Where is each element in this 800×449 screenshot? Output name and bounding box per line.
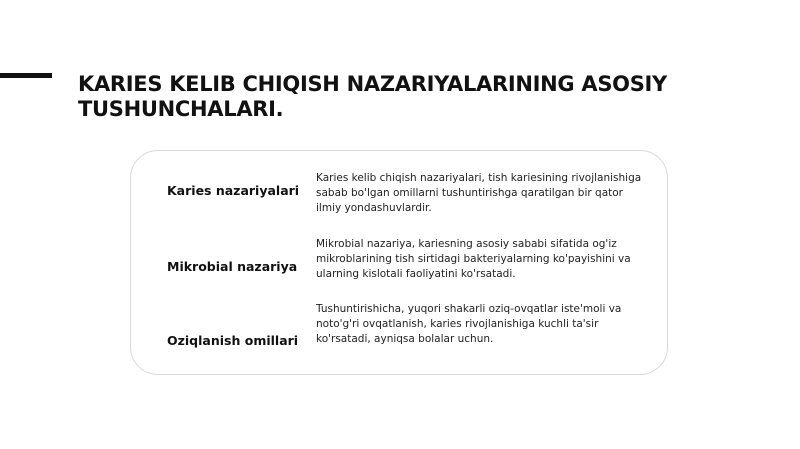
- row-text-oziqlanish-omillari: Tushuntirishicha, yuqori shakarli oziq-ovqatlar iste'moli va noto'g'ri ovqatlanish, karies rivojlanishiga kuchli ta'sir ko'rsatadi, ayniqsa bolalar uchun.: [316, 303, 622, 345]
- row-text-mikrobial-nazariya: Mikrobial nazariya, kariesning asosiy sababi sifatida og'iz mikroblarining tish sirtidagi bakteriyalarning ko'payishini va ularning kislotali faoliyatini ko'rsatadi.: [316, 238, 631, 280]
- row-label-mikrobial-nazariya: Mikrobial nazariya: [167, 259, 298, 274]
- title-accent-bar: [0, 73, 52, 78]
- row-label-oziqlanish-omillari: Oziqlanish omillari: [167, 333, 299, 348]
- concepts-card: [130, 150, 668, 375]
- row-label-karies-nazariyalari: Karies nazariyalari: [167, 183, 300, 198]
- row-text-karies-nazariyalari: Karies kelib chiqish nazariyalari, tish kariesining rivojlanishiga sabab bo'lgan omillarni tushuntirishga qaratilgan bir qator ilmiy yondashuvlardir.: [316, 172, 642, 214]
- slide-title: KARIES KELIB CHIQISH NAZARIYALARINING ASOSIY TUSHUNCHALARI.: [78, 72, 667, 121]
